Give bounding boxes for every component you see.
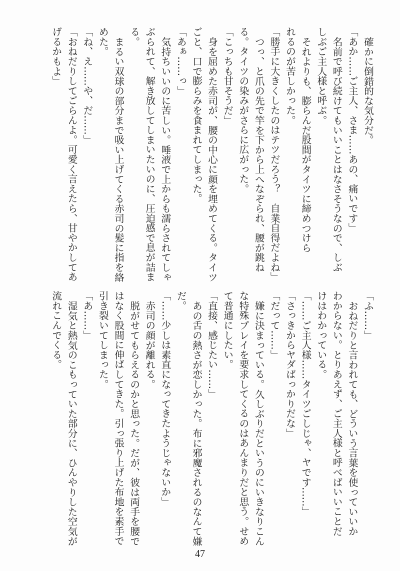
text-line: それよりも、膨らんだ股間がタイツに締めつけら [299,36,311,253]
text-line: 流れこんでくる。 [50,291,62,370]
text-line: まるい双球の部分まで吸い上げてくる赤司の髪に指を絡 [112,36,124,282]
text-line: しぶご主人様と呼ぶ。 [315,27,327,125]
text-line: な特殊プレイを要求してくるのはあんまりだと思う。せめ [237,291,249,546]
text-line: わからない。とりあえず、ご主人様と呼べばいいことだ [330,291,342,536]
text-line: 「さっきからヤダばっかりだな」 [284,291,296,438]
text-line: つっ、と爪の先で竿を下から上へなぞられ、腰が跳ね [252,36,264,272]
text-line: 脱がせてもらえるのかと思った。だが、彼は両手を腰で [128,300,140,546]
text-line: 「あ……」 [81,291,93,340]
text-line: る。タイツの染みがさらに広がった。 [237,27,249,194]
text-line: 「おねだりしてごらんよ。可愛く言えたら、甘やかしてあ [65,27,77,282]
text-line: 湿気と熱気のこもっていた部分に、ひんやりした空気が [65,300,77,546]
text-line: 気持ちいいのに苦しい。唾液で上からも濡らされてしゃ [159,36,171,282]
text-line: 赤司の顔が離れる。 [143,300,155,389]
text-line: 「あぁ……っ」 [174,27,186,96]
text-line: 「ね、え……や、だ……」 [81,27,93,145]
text-line: めた。 [96,27,108,57]
text-line: れるのが苦しかった。 [284,27,296,125]
text-line: 名前で呼び続けてもいいことはなさそうなので、しぶ [330,36,342,272]
text-line: 確かに倒錯的な気分だ。 [362,36,373,145]
text-line: はなく股間に伸ばしてきた。引っ張り上げた布地を素手で [112,291,124,546]
text-line: 「だって……」 [268,291,280,360]
text-line: 「勝手に大きくしたのはテツだろう？ 自業自得だよね」 [268,27,280,282]
text-line: あの舌の熱さが恋しかった。布に邪魔されるのなんて嫌 [190,300,202,546]
text-line: だ。 [174,291,186,311]
text-line: 「こっちも甘そうだ」 [221,27,233,125]
text-line: 「あか……ご主人、さま……あの、痛いです」 [346,27,358,233]
text-line: げるかもよ」 [50,27,62,86]
text-line: 「直接、感じたい……」 [206,291,218,399]
lower-text-block [45,291,375,546]
text-line: ぶられて、解き放してしまいたいのに、圧迫感で息が詰ま [143,27,155,282]
text-line: 嫌に決まっている。久しぶりだというのにいきなりこん [252,300,264,546]
text-line: ごと、口で膨らみを食まれてしまった。 [190,27,202,204]
text-line: おねだりと言われても、どういう言葉を使っていいか [346,300,358,536]
text-line: て普通にしたい。 [221,291,233,370]
text-line: 「ふ……」 [362,291,373,340]
text-line: 引き裂いてしまった。 [96,291,108,389]
upper-text-block [45,27,375,282]
text-line: 「……少しは素直になってきたようじゃないか」 [159,291,171,507]
page-number: 47 [195,549,205,560]
text-line: 「……ご主人様……タイツごしじゃ、ヤです……」 [299,291,311,517]
text-line: 身を屈めた赤司が、腰の中心に顔を埋めてくる。タイツ [206,36,218,282]
text-line: る。 [128,27,140,47]
text-line: けはわかっている。 [315,291,327,380]
